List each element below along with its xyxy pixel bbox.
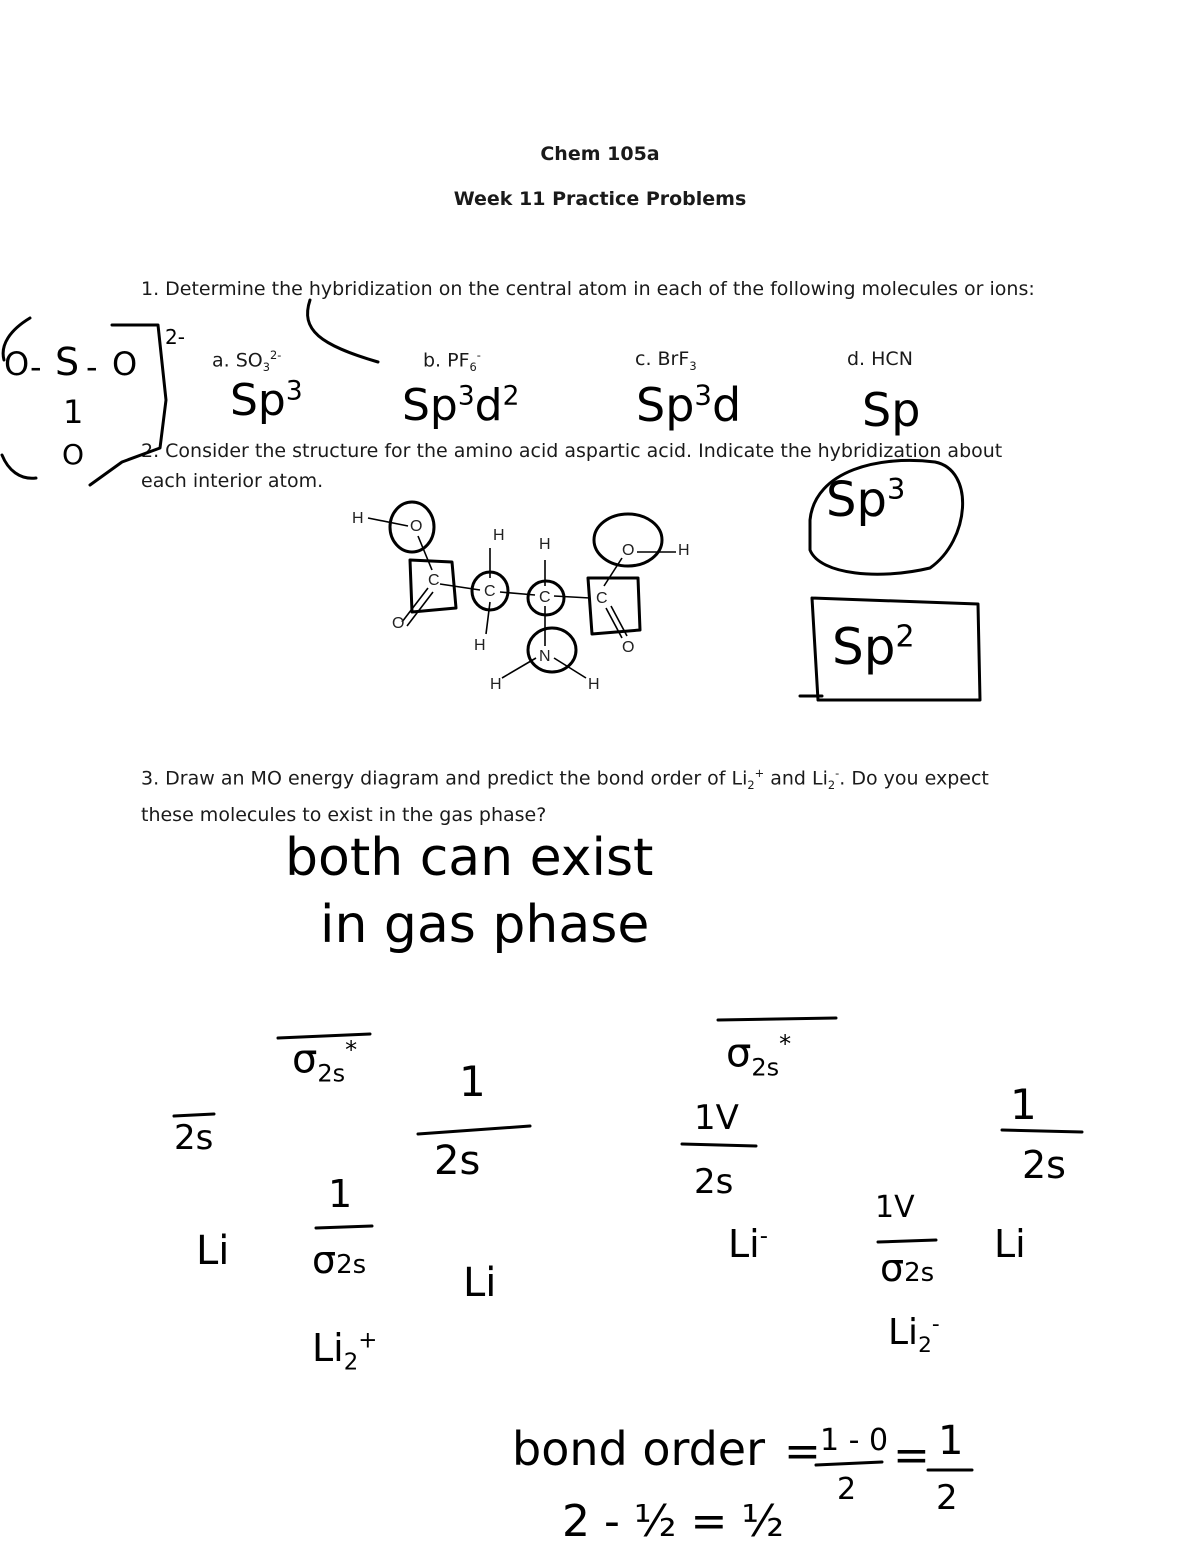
right-sigma-electron-pair: 1V bbox=[875, 1190, 915, 1225]
stray-arc bbox=[308, 300, 378, 362]
right-sigma-star-sub: 2s bbox=[751, 1053, 780, 1082]
q3-prompt-part-c: . Do you expect these molecules to exist in the gas phase? bbox=[141, 767, 989, 827]
left-atom-orbital-r: 2s bbox=[434, 1138, 481, 1184]
choice-a-sup: 2- bbox=[270, 348, 282, 362]
atom-c-4: C bbox=[596, 590, 608, 607]
lewis-bracket-left-low bbox=[2, 455, 36, 478]
left-molecule-sub: 2 bbox=[343, 1349, 359, 1376]
atom-h-3: H bbox=[474, 637, 486, 654]
answer-d-text: Sp bbox=[862, 383, 921, 437]
question-1-prompt: 1. Determine the hybridization on the central atom in each of the following molecules or ions: bbox=[141, 278, 1035, 300]
right-sigma-star-symbol: σ bbox=[726, 1030, 752, 1077]
question-2-prompt: 2. Consider the structure for the amino acid aspartic acid. Indicate the hybridization about each interior atom. bbox=[141, 440, 1003, 492]
answer-a-text: Sp bbox=[230, 375, 286, 426]
left-atom-li-l: Li bbox=[196, 1228, 230, 1274]
left-molecule-sup: + bbox=[358, 1327, 378, 1354]
q3-cation-sup: + bbox=[754, 766, 765, 780]
left-sigma-line bbox=[316, 1226, 372, 1228]
legend-circle-sup: 3 bbox=[886, 472, 906, 506]
atom-h-6: H bbox=[588, 676, 600, 693]
choice-b-label: b. PF bbox=[423, 349, 470, 372]
left-atom-li-r: Li bbox=[463, 1260, 497, 1306]
circle-o-3 bbox=[594, 514, 662, 566]
lewis-dash-left: - bbox=[30, 348, 42, 386]
right-atom-li-l-symbol: Li bbox=[728, 1222, 760, 1266]
legend-circle-label: Sp bbox=[826, 472, 887, 528]
right-molecule-symbol: Li bbox=[888, 1312, 919, 1353]
fraction-1-numerator: 1 - 0 bbox=[820, 1423, 889, 1458]
right-sigma-star-mark: * bbox=[779, 1030, 792, 1058]
choice-b-sup: - bbox=[476, 348, 481, 362]
atom-c-2: C bbox=[484, 583, 496, 600]
right-atom-orbital-l: 2s bbox=[694, 1162, 734, 1202]
lewis-charge: 2- bbox=[165, 325, 185, 349]
left-atom-orbital-l: 2s bbox=[174, 1118, 214, 1158]
answer-b-tail-sup: 2 bbox=[502, 380, 520, 412]
lewis-o-left: O bbox=[4, 345, 30, 383]
right-molecule-sup: - bbox=[931, 1312, 940, 1337]
bond-order-equals-1: = bbox=[784, 1426, 821, 1477]
q3-anion-sup: - bbox=[835, 766, 840, 780]
fraction-1-bar bbox=[816, 1462, 882, 1465]
fraction-2-denominator: 2 bbox=[936, 1478, 958, 1518]
gas-phase-answer-line-1: both can exist bbox=[285, 828, 654, 888]
atom-h-1: H bbox=[352, 510, 364, 527]
answer-c-sup: 3 bbox=[694, 378, 712, 412]
box-c-1 bbox=[410, 560, 456, 612]
left-electron-r: 1 bbox=[459, 1057, 486, 1106]
lewis-bracket-left bbox=[3, 318, 30, 360]
gas-phase-answer-line-2: in gas phase bbox=[320, 895, 650, 955]
atom-h-2: H bbox=[493, 527, 505, 544]
right-molecule-sub: 2 bbox=[918, 1333, 932, 1359]
lewis-bond-down: 1 bbox=[63, 393, 84, 431]
answer-c-text: Sp bbox=[636, 378, 695, 432]
lewis-o-right: O bbox=[112, 345, 138, 383]
left-sigma-star-line bbox=[278, 1034, 370, 1038]
lewis-o-bottom: O bbox=[62, 438, 85, 471]
q3-li-sub-2: 2 bbox=[827, 778, 836, 793]
left-molecule-symbol: Li bbox=[312, 1326, 344, 1370]
left-sigma-symbol: σ bbox=[312, 1238, 337, 1282]
lewis-dash-right: - bbox=[86, 348, 98, 386]
fraction-1-denominator: 2 bbox=[837, 1472, 857, 1507]
atom-n: N bbox=[539, 648, 551, 665]
circle-c-3 bbox=[528, 581, 564, 615]
left-sigma-star-sub: 2s bbox=[317, 1059, 346, 1088]
atom-o-3: O bbox=[622, 542, 635, 559]
atom-h-5: H bbox=[490, 676, 502, 693]
circle-o-1 bbox=[390, 502, 434, 552]
atom-h-4: H bbox=[539, 536, 551, 553]
choice-b-sub: 6 bbox=[469, 360, 477, 375]
legend-box bbox=[812, 598, 980, 700]
atom-o-2: O bbox=[392, 615, 405, 632]
left-sigma-star-mark: * bbox=[345, 1036, 358, 1064]
choice-a-label: a. SO bbox=[212, 349, 263, 372]
atom-o-1: O bbox=[410, 518, 423, 535]
answer-b-text: Sp bbox=[402, 380, 458, 431]
atom-h-7: H bbox=[678, 542, 690, 559]
answer-a-sup: 3 bbox=[285, 375, 303, 407]
choice-c-label: c. BrF bbox=[635, 348, 690, 370]
q3-prompt-part-b: and Li bbox=[764, 767, 828, 790]
right-sigma-symbol: σ bbox=[880, 1246, 905, 1290]
right-electron-r: 1 bbox=[1010, 1080, 1037, 1129]
course-title: Chem 105a bbox=[540, 143, 660, 165]
choice-c-sub: 3 bbox=[689, 358, 697, 373]
atom-c-3: C bbox=[539, 589, 551, 606]
atom-o-4: O bbox=[622, 639, 635, 656]
q3-li-sub-1: 2 bbox=[747, 778, 755, 793]
right-atom-orbital-r: 2s bbox=[1022, 1143, 1066, 1187]
bond-order-equals-2: = bbox=[893, 1430, 930, 1481]
atom-c-1: C bbox=[428, 572, 440, 589]
box-c-4 bbox=[588, 578, 640, 634]
answer-b-tail: d bbox=[474, 380, 503, 431]
legend-box-label: Sp bbox=[832, 618, 896, 676]
lewis-s: S bbox=[55, 340, 80, 384]
page-subtitle: Week 11 Practice Problems bbox=[453, 188, 747, 210]
choice-d-label: d. HCN bbox=[847, 348, 913, 370]
left-sigma-sub: 2s bbox=[336, 1250, 367, 1280]
right-electron-pair-l: 1V bbox=[694, 1098, 739, 1138]
right-sigma-star-line bbox=[718, 1018, 836, 1020]
right-atom-li-l-sup: - bbox=[759, 1223, 768, 1250]
right-sigma-line bbox=[878, 1240, 936, 1242]
lewis-bracket-right bbox=[90, 325, 166, 485]
choice-a-sub: 3 bbox=[262, 360, 270, 375]
right-ao-line-l bbox=[682, 1144, 756, 1146]
right-sigma-sub: 2s bbox=[904, 1258, 935, 1288]
legend-box-sup: 2 bbox=[895, 619, 915, 655]
answer-b-sup: 3 bbox=[457, 380, 475, 412]
q3-prompt-part-a: 3. Draw an MO energy diagram and predict the bond order of Li bbox=[141, 767, 748, 790]
right-atom-li-r: Li bbox=[994, 1222, 1026, 1266]
left-ao-line-l bbox=[174, 1114, 214, 1116]
left-sigma-star-symbol: σ bbox=[292, 1036, 318, 1083]
bond-order-line-2: 2 - ½ = ½ bbox=[562, 1496, 784, 1547]
left-sigma-electron: 1 bbox=[328, 1172, 353, 1216]
left-ao-line-r bbox=[418, 1126, 530, 1134]
circle-n bbox=[528, 628, 576, 672]
answer-c-tail: d bbox=[711, 378, 742, 432]
right-ao-line-r bbox=[1002, 1130, 1082, 1132]
bond-order-label: bond order bbox=[512, 1422, 765, 1476]
legend-circle bbox=[810, 460, 963, 574]
fraction-2-numerator: 1 bbox=[938, 1418, 964, 1464]
circle-c-2 bbox=[472, 572, 508, 610]
